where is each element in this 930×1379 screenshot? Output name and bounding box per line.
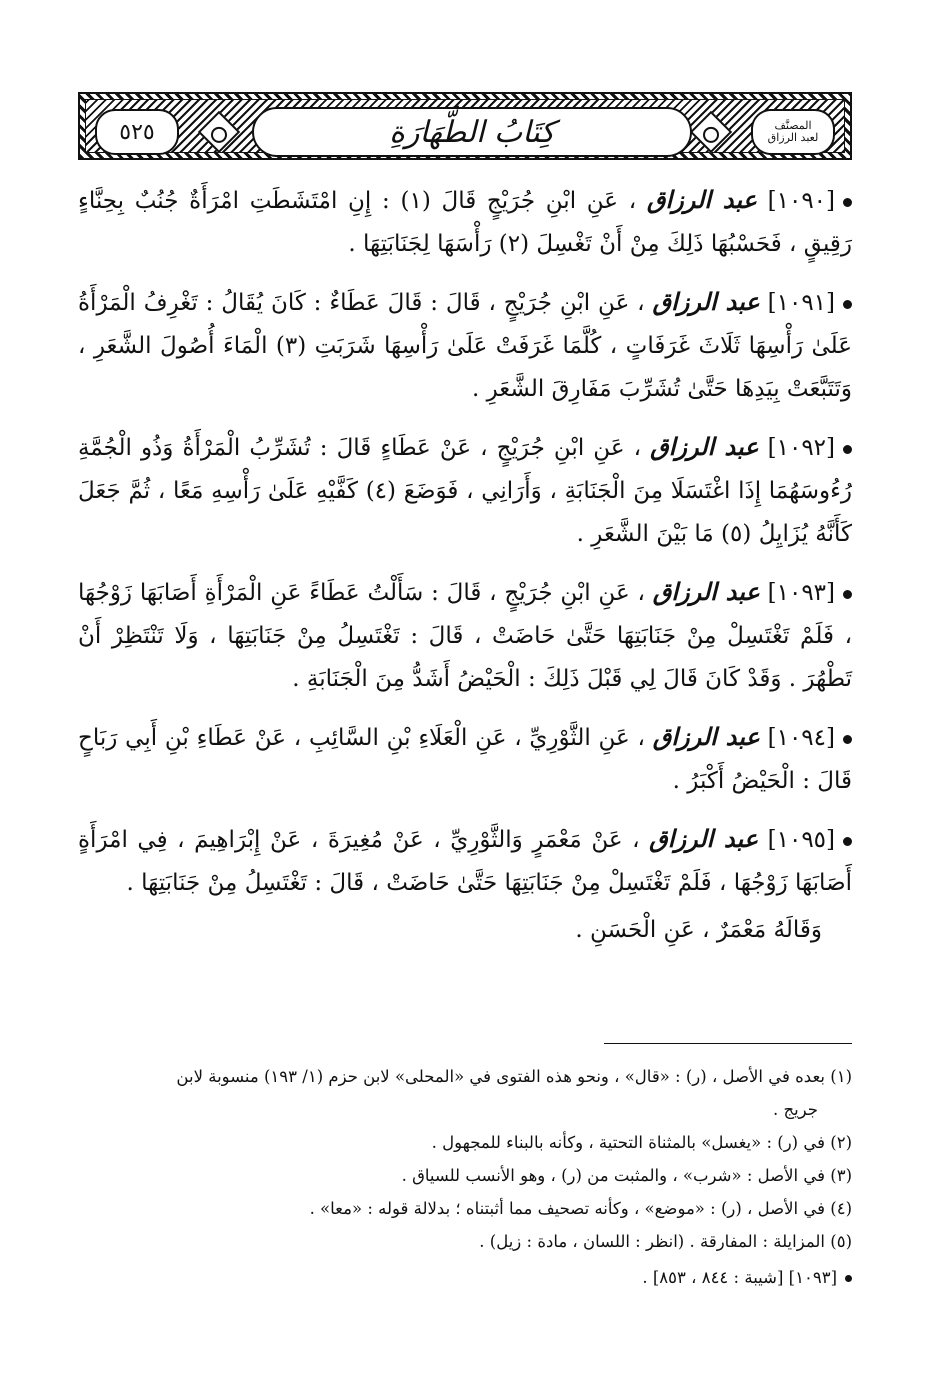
footnotes [78, 1062, 852, 1296]
narrator-name: عبد الرزاق [650, 432, 759, 461]
narrator-name: عبد الرزاق [652, 722, 760, 751]
entry-number: [١٠٩٢] [767, 435, 836, 461]
narrator-name: عبد الرزاق [652, 287, 760, 316]
closing-line: وَقَالَهُ مَعْمَرٌ ، عَنِ الْحَسَنِ . [575, 917, 822, 943]
bullet-icon [843, 445, 852, 454]
hadith-entry [78, 817, 852, 905]
entry-text: ، عَنِ ابْنِ جُرَيْجٍ ، قَالَ : سَأَلْتُ عَطَاءً عَنِ الْمَرْأَةِ أَصَابَهَا زَوْجُهَا ، فَلَمْ تَغْتَسِلْ مِنْ جَنَابَتِهَا حَتَّىٰ حَاضَتْ ، قَالَ : تَغْتَسِلُ مِنْ جَنَابَتِهَا ، وَلَا تَنْتَظِرْ أَنْ تَطْهُرَ . وَقَدْ كَانَ قَالَ لِي قَبْلَ ذَلِكَ : الْحَيْضُ أَشَدُّ مِنَ الْجَنَابَةِ . [78, 580, 852, 692]
footnote-continuation: جريج . [772, 1100, 818, 1119]
entry-number: [١٠٩١] [767, 290, 836, 316]
ornament-knot-icon [690, 111, 732, 153]
footnote: (٤) في الأصل ، (ر) : «موضع» ، وكأنه تصحيف مما أثبتناه ؛ بدلالة قوله : «معا» . [309, 1199, 852, 1218]
entry-text: ، عَنِ ابْنِ جُرَيْجٍ ، قَالَ : قَالَ عَطَاءٌ : كَانَ يُقَالُ : تَغْرِفُ الْمَرْأَةُ عَلَىٰ رَأْسِهَا ثَلَاثَ غَرَفَاتٍ ، كُلَّمَا غَرَفَتْ عَلَىٰ رَأْسِهَا شَرَبَتِ (٣) الْمَاءَ أُصُولَ الشَّعَرِ ، وَتَتَبَّعَتْ بِيَدِهَا حَتَّىٰ تُشَرِّبَ مَفَارِقَ الشَّعَرِ . [78, 290, 853, 402]
page-number: ٥٢٥ [95, 109, 179, 155]
bullet-icon [843, 837, 852, 846]
hadith-entry [78, 178, 852, 266]
entry-number: [١٠٩٥] [767, 827, 836, 853]
entry-text: ، عَنِ الثَّوْرِيِّ ، عَنِ الْعَلَاءِ بْنِ السَّائِبِ ، عَنْ عَطَاءِ بْنِ أَبِي رَبَاحٍ قَالَ : الْحَيْضُ أَكْبَرُ . [78, 725, 852, 794]
cross-reference-text: [١٠٩٣] [شيبة : ٨٤٤ ، ٨٥٣] . [642, 1268, 837, 1287]
ornament-knot-icon [198, 111, 240, 153]
book-badge-line1: المصنَّف [774, 119, 812, 132]
hadith-entry [78, 280, 852, 411]
footnote: (٣) في الأصل : «شرب» ، والمثبت من (ر) ، وهو الأنسب للسياق . [401, 1166, 852, 1185]
bullet-icon [843, 300, 852, 309]
cross-reference [78, 1263, 852, 1293]
entry-number: [١٠٩٤] [767, 725, 835, 751]
header-ornament [85, 99, 845, 153]
footnote: (٢) في (ر) : «يغسل» بالمثناة التحتية ، وكأنه بالبناء للمجهول . [431, 1133, 852, 1152]
bullet-icon [843, 590, 852, 599]
entry-text: ، عَنْ مَعْمَرٍ وَالثَّوْرِيِّ ، عَنْ مُغِيرَةَ ، عَنْ إِبْرَاهِيمَ ، فِي امْرَأَةٍ أَصَابَهَا زَوْجُهَا ، فَلَمْ تَغْتَسِلْ مِنْ جَنَابَتِهَا حَتَّىٰ حَاضَتْ ، قَالَ : تَغْتَسِلُ مِنْ جَنَابَتِهَا . [78, 827, 852, 896]
hadith-entry [78, 570, 852, 701]
entry-number: [١٠٩٠] [767, 188, 836, 214]
bullet-icon [843, 735, 852, 744]
narrator-name: عبد الرزاق [649, 824, 759, 853]
book-badge [751, 109, 835, 155]
entry-number: [١٠٩٣] [767, 580, 836, 606]
page-header [78, 92, 852, 160]
footnote: (٥) المزايلة : المفارقة . (انظر : اللسان ، مادة : زيل) . [479, 1232, 852, 1251]
hadith-entry [78, 715, 852, 803]
narrator-name: عبد الرزاق [652, 577, 760, 606]
hadith-body [78, 178, 852, 966]
book-badge-line2: لعبد الرزاق [767, 131, 819, 144]
bullet-icon [843, 198, 852, 207]
chapter-title: كِتَابُ الطَّهَارَةِ [252, 107, 692, 157]
bullet-icon [845, 1275, 852, 1282]
entry-text: ، عَنِ ابْنِ جُرَيْجٍ ، عَنْ عَطَاءٍ قَالَ : تُشَرِّبُ الْمَرْأَةُ وَذُو الْجُمَّةِ رُءُوسَهُمَا إِذَا اغْتَسَلَا مِنَ الْجَنَابَةِ ، وَأَرَانِي ، فَوَضَعَ (٤) كَفَّيْهِ عَلَىٰ رَأْسِهِ مَعًا ، ثُمَّ جَعَلَ كَأَنَّهُ يُزَايِلُ (٥) مَا بَيْنَ الشَّعَرِ . [78, 435, 852, 547]
hadith-entry [78, 425, 852, 556]
footnote-divider [604, 1043, 852, 1044]
footnote: (١) بعده في الأصل ، (ر) : «قال» ، ونحو هذه الفتوى في «المحلى» لابن حزم (١/ ١٩٣) منسوبة لابن [176, 1067, 852, 1086]
entry-text: ، عَنِ ابْنِ جُرَيْجٍ قَالَ (١) : إِنِ امْتَشَطَتِ امْرَأَةٌ جُنُبٌ بِحِنَّاءٍ رَقِيقٍ ، فَحَسْبُهَا ذَلِكَ مِنْ أَنْ تَغْسِلَ (٢) رَأْسَهَا لِجَنَابَتِهَا . [78, 188, 852, 257]
narrator-name: عبد الرزاق [646, 185, 757, 214]
